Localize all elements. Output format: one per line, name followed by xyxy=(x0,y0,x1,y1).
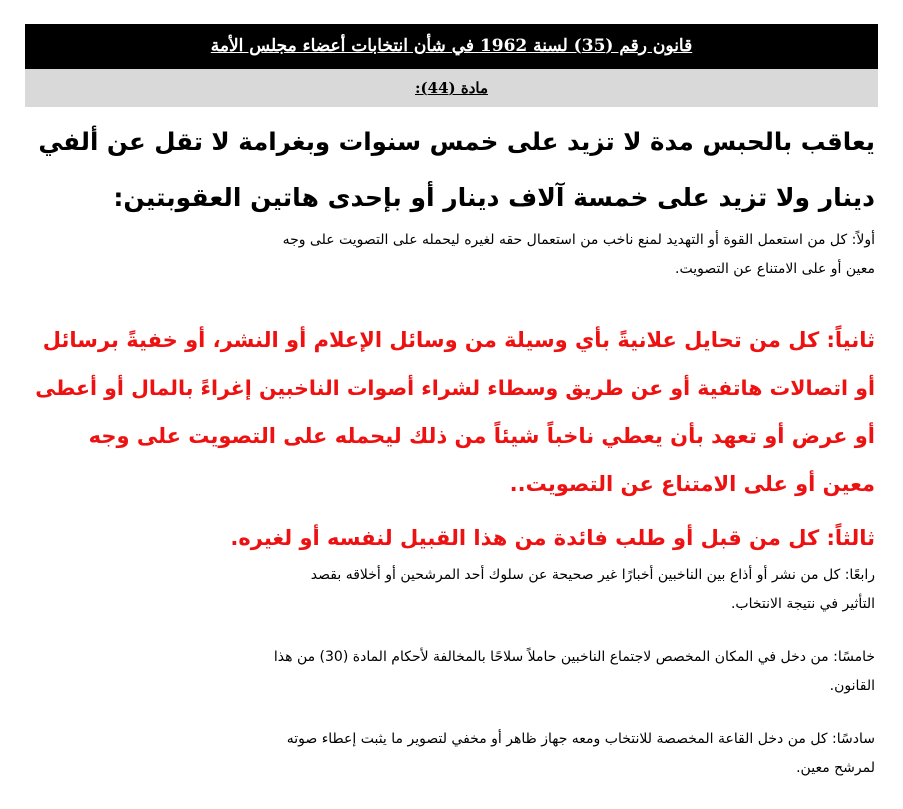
clause-fourth-line-2: التأثير في نتيجة الانتخاب. xyxy=(730,596,875,612)
clause-second-line-1: ثانياً: كل من تحايل علانيةً بأي وسيلة من وسائل الإعلام أو النشر، أو خفيةً برسائل xyxy=(42,328,875,352)
clause-second-line-3: أو عرض أو تعهد بأن يعطي ناخباً شيئاً من ذلك ليحمله على التصويت على وجه xyxy=(88,424,875,448)
clause-first-line-1: أولاً: كل من استعمل القوة أو التهديد لمنع ناخب من استعمال حقه لغيره ليحمله على التصويت على وجه xyxy=(282,232,875,248)
clause-first xyxy=(27,226,875,284)
clause-third-line-1: ثالثاً: كل من قبل أو طلب فائدة من هذا القبيل لنفسه أو لغيره. xyxy=(230,526,875,550)
clause-first-line-2: معين أو على الامتناع عن التصويت. xyxy=(675,261,875,277)
clause-sixth-line-2: لمرشح معين. xyxy=(796,760,875,776)
clause-second-line-2: أو اتصالات هاتفية أو عن طريق وسطاء لشراء أصوات الناخبين إغراءً بالمال أو أعطى xyxy=(35,376,875,400)
intro-line-2: دينار ولا تزيد على خمسة آلاف دينار أو بإحدى هاتين العقوبتين: xyxy=(113,183,875,212)
clause-fifth xyxy=(27,643,875,701)
clause-sixth xyxy=(27,725,875,783)
clause-fifth-line-1: خامسًا: من دخل في المكان المخصص لاجتماع الناخبين حاملاً سلاحًا بالمخالفة لأحكام المادة (30) من هذا xyxy=(273,649,875,665)
intro-line-1: يعاقب بالحبس مدة لا تزيد على خمس سنوات وبغرامة لا تقل عن ألفي xyxy=(38,127,875,156)
clause-fifth-line-2: القانون. xyxy=(829,678,875,694)
clause-second-line-4: معين أو على الامتناع عن التصويت.. xyxy=(509,472,875,496)
clause-second xyxy=(27,316,875,508)
law-title-bar: قانون رقم (35) لسنة 1962 في شأن انتخابات أعضاء مجلس الأمة xyxy=(25,24,878,69)
clause-sixth-line-1: سادسًا: كل من دخل القاعة المخصصة للانتخاب ومعه جهاز ظاهر أو مخفي لتصوير ما يثبت إعطاء صوته xyxy=(286,731,875,747)
clause-fourth xyxy=(27,561,875,619)
intro-paragraph xyxy=(27,114,875,226)
clause-fourth-line-1: رابعًا: كل من نشر أو أذاع بين الناخبين أخبارًا غير صحيحة عن سلوك أحد المرشحين أو أخلاقه بقصد xyxy=(310,567,875,583)
clause-third xyxy=(27,514,875,562)
article-number-bar: مادة (44): xyxy=(25,69,878,107)
